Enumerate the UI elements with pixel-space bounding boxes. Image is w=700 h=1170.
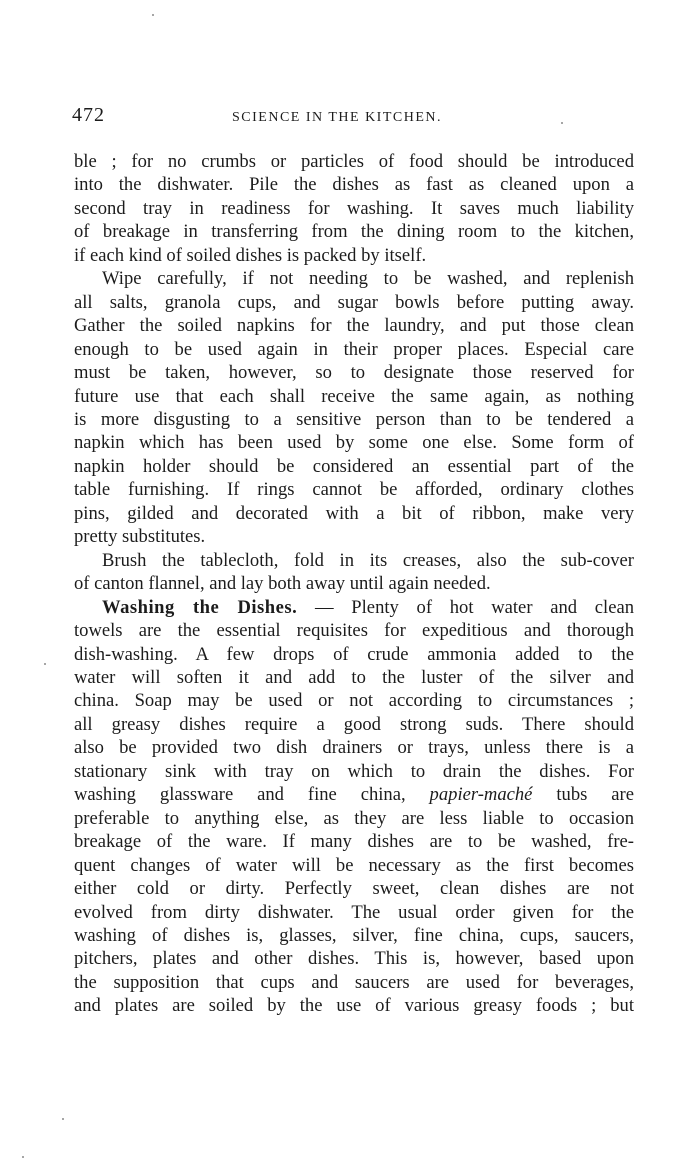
section-heading: Washing the Dishes. <box>102 596 298 618</box>
text-line: Wipe carefully, if not needing to be washed, and replenish <box>102 268 634 290</box>
text-line: pins, gilded and decorated with a bit of ribbon, make very <box>74 502 634 524</box>
text-line: into the dishwater. Pile the dishes as fast as cleaned upon a <box>74 174 634 196</box>
text-line: is more disgusting to a sensitive person than to be tendered a <box>74 408 634 430</box>
text-line: all salts, granola cups, and sugar bowls before putting away. <box>74 291 634 313</box>
italic-term: papier-maché <box>429 784 533 806</box>
paper-speck <box>561 122 563 124</box>
paper-speck <box>152 14 154 16</box>
text-line: either cold or dirty. Perfectly sweet, clean dishes are not <box>74 878 634 900</box>
body-text <box>74 150 634 1018</box>
text-line: napkin which has been used by some one else. Some form of <box>74 432 634 454</box>
text-line: dish-washing. A few drops of crude ammonia added to the <box>74 643 634 665</box>
text-line: must be taken, however, so to designate those reserved for <box>74 362 634 384</box>
text-line: all greasy dishes require a good strong suds. There should <box>74 713 634 735</box>
text-line: future use that each shall receive the same again, as nothing <box>74 385 634 407</box>
text-line: if each kind of soiled dishes is packed by itself. <box>74 244 427 266</box>
text-line: Brush the tablecloth, fold in its creases, also the sub-cover <box>102 549 634 571</box>
text-line: enough to be used again in their proper places. Especial care <box>74 338 634 360</box>
paper-speck <box>44 663 46 665</box>
text-line: of breakage in transferring from the dining room to the kitchen, <box>74 221 634 243</box>
paper-speck <box>22 1156 24 1158</box>
text-line: preferable to anything else, as they are less liable to occasion <box>74 807 634 829</box>
text-line: china. Soap may be used or not according to circumstances ; <box>74 690 634 712</box>
text-line: quent changes of water will be necessary as the first becomes <box>74 854 634 876</box>
text-line <box>74 783 634 806</box>
paragraph-washing-dishes <box>74 596 634 1018</box>
text-fragment: — Plenty of hot water and clean <box>297 596 635 618</box>
text-fragment: washing glassware and fine china, <box>74 784 430 806</box>
text-line: water will soften it and add to the luster of the silver and <box>74 666 634 688</box>
running-head: SCIENCE IN THE KITCHEN. <box>232 110 443 125</box>
text-line: breakage of the ware. If many dishes are to be washed, fre- <box>74 831 634 853</box>
paper-speck <box>62 1118 64 1120</box>
text-line: and plates are soiled by the use of various greasy foods ; but <box>74 995 634 1017</box>
paragraph-napkins <box>74 267 634 548</box>
text-line: also be provided two dish drainers or trays, unless there is a <box>74 737 634 759</box>
text-line: Gather the soiled napkins for the laundry, and put those clean <box>74 315 634 337</box>
text-line: washing of dishes is, glasses, silver, fine china, cups, saucers, <box>74 924 634 946</box>
text-line: of canton flannel, and lay both away until again needed. <box>74 573 491 595</box>
text-line: evolved from dirty dishwater. The usual order given for the <box>74 901 634 923</box>
text-line: table furnishing. If rings cannot be afforded, ordinary clothes <box>74 479 634 501</box>
text-line: pretty substitutes. <box>74 526 206 548</box>
text-line: stationary sink with tray on which to drain the dishes. For <box>74 760 634 782</box>
text-line: second tray in readiness for washing. It saves much liability <box>74 197 634 219</box>
text-fragment: tubs are <box>532 784 634 806</box>
text-line: ble ; for no crumbs or particles of food should be introduced <box>74 151 634 172</box>
paragraph-continuation <box>74 150 634 267</box>
text-line: the supposition that cups and saucers are used for beverages, <box>74 971 634 993</box>
paragraph-tablecloth <box>74 549 634 596</box>
text-line: pitchers, plates and other dishes. This is, however, based upon <box>74 948 634 970</box>
text-line <box>74 596 634 619</box>
text-line: towels are the essential requisites for expeditious and thorough <box>74 620 634 642</box>
text-line: napkin holder should be considered an essential part of the <box>74 455 634 477</box>
page-number: 472 <box>72 104 105 126</box>
